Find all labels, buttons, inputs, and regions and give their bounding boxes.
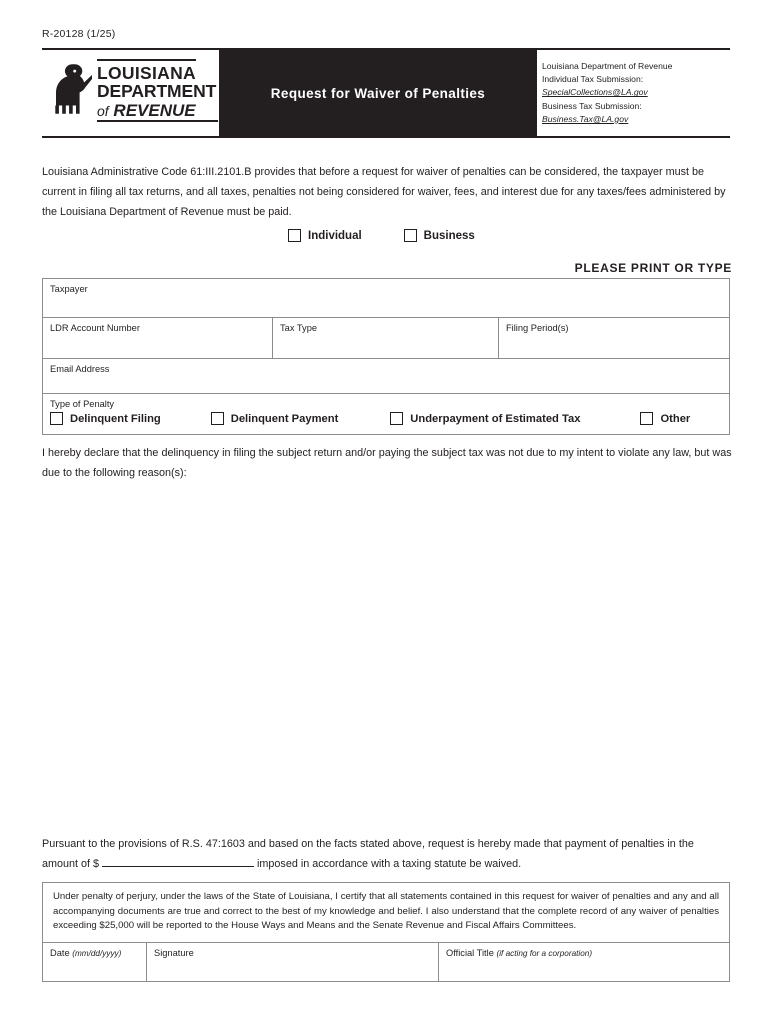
field-official-title-hint: (if acting for a corporation) [496, 948, 593, 958]
field-official-title[interactable] [438, 943, 729, 981]
checkbox-delinquent-payment[interactable] [211, 412, 339, 425]
page-title: Request for Waiver of Penalties [270, 85, 486, 101]
checkbox-delinquent-filing[interactable] [50, 412, 161, 425]
individual-email-link[interactable]: SpecialCollections@LA.gov [542, 87, 648, 98]
checkbox-delinquent-filing-label: Delinquent Filing [70, 412, 161, 425]
field-penalty-type-label: Type of Penalty [50, 399, 115, 409]
field-taxpayer-label: Taxpayer [50, 284, 88, 294]
field-email-label: Email Address [50, 364, 110, 374]
please-print-or-type: PLEASE PRINT OR TYPE [574, 261, 732, 275]
business-submission-label: Business Tax Submission: [542, 100, 642, 111]
checkbox-box-icon[interactable] [288, 229, 301, 242]
logo-line-louisiana: LOUISIANA [97, 59, 196, 83]
table-row-email [43, 359, 729, 394]
field-tax-type[interactable] [272, 318, 498, 358]
checkbox-underpayment-estimated-tax[interactable] [390, 412, 580, 425]
penalty-amount-input[interactable] [102, 855, 254, 867]
logo-line-department: DEPARTMENT [97, 80, 217, 101]
checkbox-box-icon[interactable] [211, 412, 224, 425]
intro-paragraph: Louisiana Administrative Code 61:III.2101.B provides that before a request for waiver of penalties can be considered, the taxpayer must be current in filing all tax returns, and all taxes, penalties not being considered for waiver, fees, and interest due for any taxes/fees administered by the Louisiana Department of Revenue must be paid. [42, 166, 726, 218]
checkbox-box-icon[interactable] [50, 412, 63, 425]
agency-name: Louisiana Department of Revenue [542, 60, 673, 71]
reason-writing-area[interactable] [42, 492, 732, 822]
taxpayer-info-table [42, 278, 730, 435]
checkbox-business-label: Business [423, 229, 475, 242]
checkbox-other-label: Other [660, 412, 691, 425]
business-submission-line [542, 100, 728, 127]
field-filing-periods[interactable] [498, 318, 729, 358]
checkbox-individual[interactable] [288, 229, 362, 242]
entity-type-group [288, 229, 475, 242]
table-row-account [43, 318, 729, 359]
contact-block [542, 50, 728, 136]
business-email-link[interactable]: Business.Tax@LA.gov [542, 113, 629, 124]
ldr-logo [42, 50, 218, 136]
declaration-paragraph: I hereby declare that the delinquency in filing the subject return and/or paying the subject tax was not due to my intent to violate any law, but was due to the following reason(s): [42, 447, 732, 479]
field-official-title-label: Official Title [446, 947, 494, 958]
field-penalty-type [43, 394, 729, 434]
field-date-hint: (mm/dd/yyyy) [72, 948, 122, 958]
checkbox-delinquent-payment-label: Delinquent Payment [230, 412, 339, 425]
pursuant-text-part1: Pursuant to the provisions of R.S. 47:1603 and based on the facts stated above, request is hereby made that payment of penalties in the amount of $ [42, 838, 694, 870]
field-date-label: Date [50, 947, 70, 958]
logo-line-revenue [97, 102, 218, 122]
field-ldr-account-label: LDR Account Number [50, 323, 140, 333]
field-date[interactable] [43, 943, 146, 981]
form-title-banner [219, 50, 537, 136]
field-signature[interactable] [146, 943, 438, 981]
individual-submission-label: Individual Tax Submission: [542, 74, 644, 85]
checkbox-business[interactable] [404, 229, 475, 242]
ldr-wordmark [97, 62, 218, 122]
checkbox-box-icon[interactable] [404, 229, 417, 242]
logo-revenue-word: REVENUE [113, 100, 196, 120]
field-email-address[interactable] [43, 359, 729, 393]
table-row-penalty-type [43, 394, 729, 434]
perjury-declaration-box [42, 882, 730, 982]
penalty-type-group [50, 412, 726, 425]
form-header [42, 48, 730, 138]
table-row-taxpayer [43, 279, 729, 318]
checkbox-other[interactable] [640, 412, 690, 425]
perjury-statement: Under penalty of perjury, under the laws of the State of Louisiana, I certify that all statements contained in this request for waiver of penalties and any and all accompanying documents are true and correct to the best of my knowledge and belief. I also understand that the complete record of any waiver of penalties exceeding $25,000 will be reported to the House Ways and Means and the Senate Revenue and Fiscal Affairs Committees. [43, 883, 729, 943]
checkbox-box-icon[interactable] [640, 412, 653, 425]
checkbox-box-icon[interactable] [390, 412, 403, 425]
pelican-icon [52, 62, 92, 125]
signature-row [43, 943, 729, 981]
field-signature-label: Signature [154, 947, 194, 958]
field-tax-type-label: Tax Type [280, 323, 318, 333]
individual-submission-line [542, 73, 728, 100]
field-filing-periods-label: Filing Period(s) [506, 323, 569, 333]
form-number: R-20128 (1/25) [42, 28, 116, 40]
logo-of: of [97, 102, 109, 119]
checkbox-individual-label: Individual [308, 229, 362, 242]
field-ldr-account-number[interactable] [43, 318, 272, 358]
field-taxpayer[interactable] [43, 279, 729, 317]
pursuant-text-part2: imposed in accordance with a taxing statute be waived. [257, 858, 522, 870]
pursuant-paragraph [42, 834, 732, 874]
checkbox-underpayment-label: Underpayment of Estimated Tax [410, 412, 581, 425]
